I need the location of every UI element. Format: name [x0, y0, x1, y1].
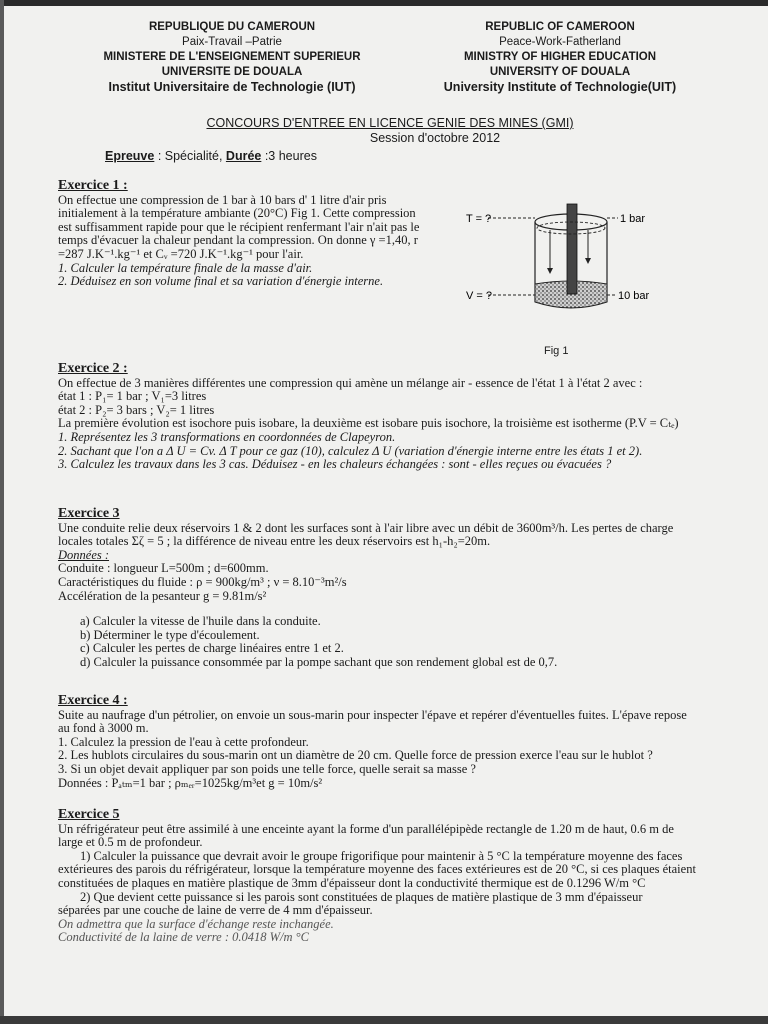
exercise-2-text: La première évolution est isochore puis isobare, la deuxième est isobare puis isochore, la troisième est isotherme (P.V = Cₜₑ) [58, 416, 679, 431]
exercise-5-text: Un réfrigérateur peut être assimilé à une enceinte ayant la forme d'un parallélépipède rectangle de 1.20 m de haut, 0.6 m de [58, 821, 674, 836]
exercise-4-text: Suite au naufrage d'un pétrolier, on envoie un sous-marin pour inspecter l'épave et repérer d'éventuelles fuites. L'épave repose [58, 707, 687, 722]
exercise-4-text: Données : Pₐₜₘ=1 bar ; ρₘₑᵣ=1025kg/m³et g = 10m/s² [58, 775, 323, 790]
header-fr-line: REPUBLIQUE DU CAMEROUN [148, 21, 316, 33]
exercise-4-text: 3. Si un objet devait appliquer par son poids une telle force, quelle serait sa masse ? [58, 761, 476, 776]
pressure-2-label: 10 bar [618, 290, 650, 302]
exercise-5-text: 1) Calculer la puissance que devrait avoir le groupe frigorifique pour maintenir à 5 °C la température moyenne des faces [80, 848, 683, 863]
header-fr-line: Institut Universitaire de Technologie (IUT) [108, 80, 356, 94]
exercise-3-donnee: Caractéristiques du fluide : ρ = 900kg/m³ ; ν = 8.10⁻³m²/s [58, 574, 347, 589]
exercise-3-question: c) Calculer les pertes de charge linéaires entre 1 et 2. [80, 641, 344, 656]
exercise-3-question: b) Déterminer le type d'écoulement. [80, 627, 260, 642]
figure-1-caption: Fig 1 [544, 345, 569, 357]
exercise-2-text: état 1 : P₁= 1 bar ; V₁=3 litres [58, 389, 207, 404]
exercise-1-question: 2. Déduisez en son volume final et sa variation d'énergie interne. [58, 274, 384, 289]
exercise-5-text: large et 0.5 m de profondeur. [58, 835, 203, 850]
header-french [92, 20, 372, 95]
exercise-4 [58, 694, 708, 790]
exercise-2-title: Exercice 2 : [58, 361, 128, 376]
exercise-2 [58, 362, 708, 472]
pressure-1-label: 1 bar [620, 213, 646, 225]
exercise-5 [58, 808, 708, 945]
exercise-2-question: 1. Représentez les 3 transformations en coordonnées de Clapeyron. [58, 429, 396, 444]
exercise-5-title: Exercice 5 [58, 807, 120, 822]
exercise-2-question: 3. Calculez les travaux dans les 3 cas. Déduisez - en les chaleurs échangées : sont - elles reçues ou évacuées ? [58, 457, 612, 472]
exercise-3-title: Exercice 3 [58, 506, 120, 521]
exercise-1-text: initialement à la température ambiante (20°C) Fig 1. Cette compression [58, 206, 416, 221]
exercise-1-text: temps d'évacuer la chaleur pendant la compression. On donne γ =1,40, r [58, 233, 418, 248]
exercise-1-title: Exercice 1 : [58, 178, 128, 193]
exercise-4-text: au fond à 3000 m. [58, 721, 149, 736]
header-en-line: REPUBLIC OF CAMEROON [485, 21, 635, 33]
exercise-3-question: a) Calculer la vitesse de l'huile dans la conduite. [80, 614, 321, 629]
epreuve-label: Epreuve [105, 149, 155, 163]
exercise-5-text: constituées de plaques en matière plastique de 3mm d'épaisseur dont la conductivité thermique est de 0.1296 W/m °C [58, 875, 646, 890]
header-en-line: University Institute of Technologie(UIT) [443, 80, 677, 94]
v-label: V = ? [466, 290, 492, 302]
exercise-4-title: Exercice 4 : [58, 693, 128, 708]
header-en-line: MINISTRY OF HIGHER EDUCATION [463, 51, 657, 63]
exercise-3-text: Une conduite relie deux réservoirs 1 & 2 dont les surfaces sont à l'air libre avec un débit de 3600m³/h. Les pertes de charge [58, 520, 674, 535]
exercise-3-text: locales totales Σζ = 5 ; la différence de niveau entre les deux réservoirs est h₁-h₂=20m. [58, 534, 491, 549]
exercise-5-text: 2) Que devient cette puissance si les parois sont constituées de plaques de matière plastique de 3 mm d'épaisseur [80, 889, 643, 904]
t-label: T = ? [466, 213, 492, 225]
header-fr-line: Paix-Travail –Patrie [182, 36, 282, 48]
scan-edge-left [0, 0, 4, 1024]
scan-edge-top [0, 0, 768, 6]
epreuve-line [105, 149, 317, 163]
exercise-1-question: 1. Calculer la température finale de la masse d'air. [58, 260, 313, 275]
exercise-4-text: 2. Les hublots circulaires du sous-marin ont un diamètre de 20 cm. Quelle force de pression exerce l'eau sur le hublot ? [58, 748, 653, 763]
exercise-2-question: 2. Sachant que l'on a Δ U = Cv. Δ T pour ce gaz (10), calculez Δ U (variation d'énergie interne entre les états 1 et 2). [58, 443, 643, 458]
exercise-5-note: Conductivité de la laine de verre : 0.0418 W/m °C [58, 930, 310, 945]
figure-1-cylinder [466, 198, 676, 363]
header-en-line: Peace-Work-Fatherland [499, 36, 621, 48]
exam-title [150, 116, 630, 146]
header-fr-line: MINISTERE DE L'ENSEIGNEMENT SUPERIEUR [103, 51, 361, 63]
exercise-3-donnee: Conduite : longueur L=500m ; d=600mm. [58, 561, 269, 576]
exercise-2-text: On effectue de 3 manières différentes une compression qui amène un mélange air - essence de l'état 1 à l'état 2 avec : [58, 375, 643, 390]
arrow-right-head [585, 258, 591, 264]
duree-value: :3 heures [261, 149, 317, 163]
header-english [440, 20, 680, 95]
exercise-4-text: 1. Calculez la pression de l'eau à cette profondeur. [58, 734, 309, 749]
exercise-5-note: On admettra que la surface d'échange reste inchangée. [58, 916, 334, 931]
exercise-1-text: =287 J.K⁻¹.kg⁻¹ et Cᵥ =720 J.K⁻¹.kg⁻¹ pour l'air. [58, 246, 304, 261]
exercise-3-donnees-label: Données : [58, 547, 110, 562]
session-line: Session d'octobre 2012 [369, 131, 501, 145]
header-fr-line: UNIVERSITE DE DOUALA [161, 66, 303, 78]
piston-rod [567, 204, 577, 294]
header-en-line: UNIVERSITY OF DOUALA [489, 66, 631, 78]
scan-edge-bottom [0, 1016, 768, 1024]
competition-title: CONCOURS D'ENTREE EN LICENCE GENIE DES MINES (GMI) [206, 116, 574, 130]
duree-label: Durée [225, 149, 262, 163]
exercise-1-text: est suffisamment rapide pour que le récipient renfermant l'air n'ait pas le [58, 219, 420, 234]
exercise-5-text: séparées par une couche de laine de verre de 4 mm d'épaisseur. [58, 903, 373, 918]
exercise-1-text: On effectue une compression de 1 bar à 10 bars d' 1 litre d'air pris [58, 192, 387, 207]
exercise-5-text: extérieures des parois du réfrigérateur, lorsque la température moyenne des faces extérieures est de 20 °C, si ces plaques étaient [58, 862, 696, 877]
exercise-1 [58, 179, 458, 289]
exercise-3-donnee: Accélération de la pesanteur g = 9.81m/s² [58, 588, 267, 603]
exercise-3-question: d) Calculer la puissance consommée par la pompe sachant que son rendement global est de 0,7. [80, 654, 558, 669]
arrow-left-head [547, 268, 553, 274]
exercise-3 [58, 507, 708, 670]
epreuve-value: : Spécialité, [154, 149, 226, 163]
exercise-2-text: état 2 : P₂= 3 bars ; V₂= 1 litres [58, 402, 215, 417]
